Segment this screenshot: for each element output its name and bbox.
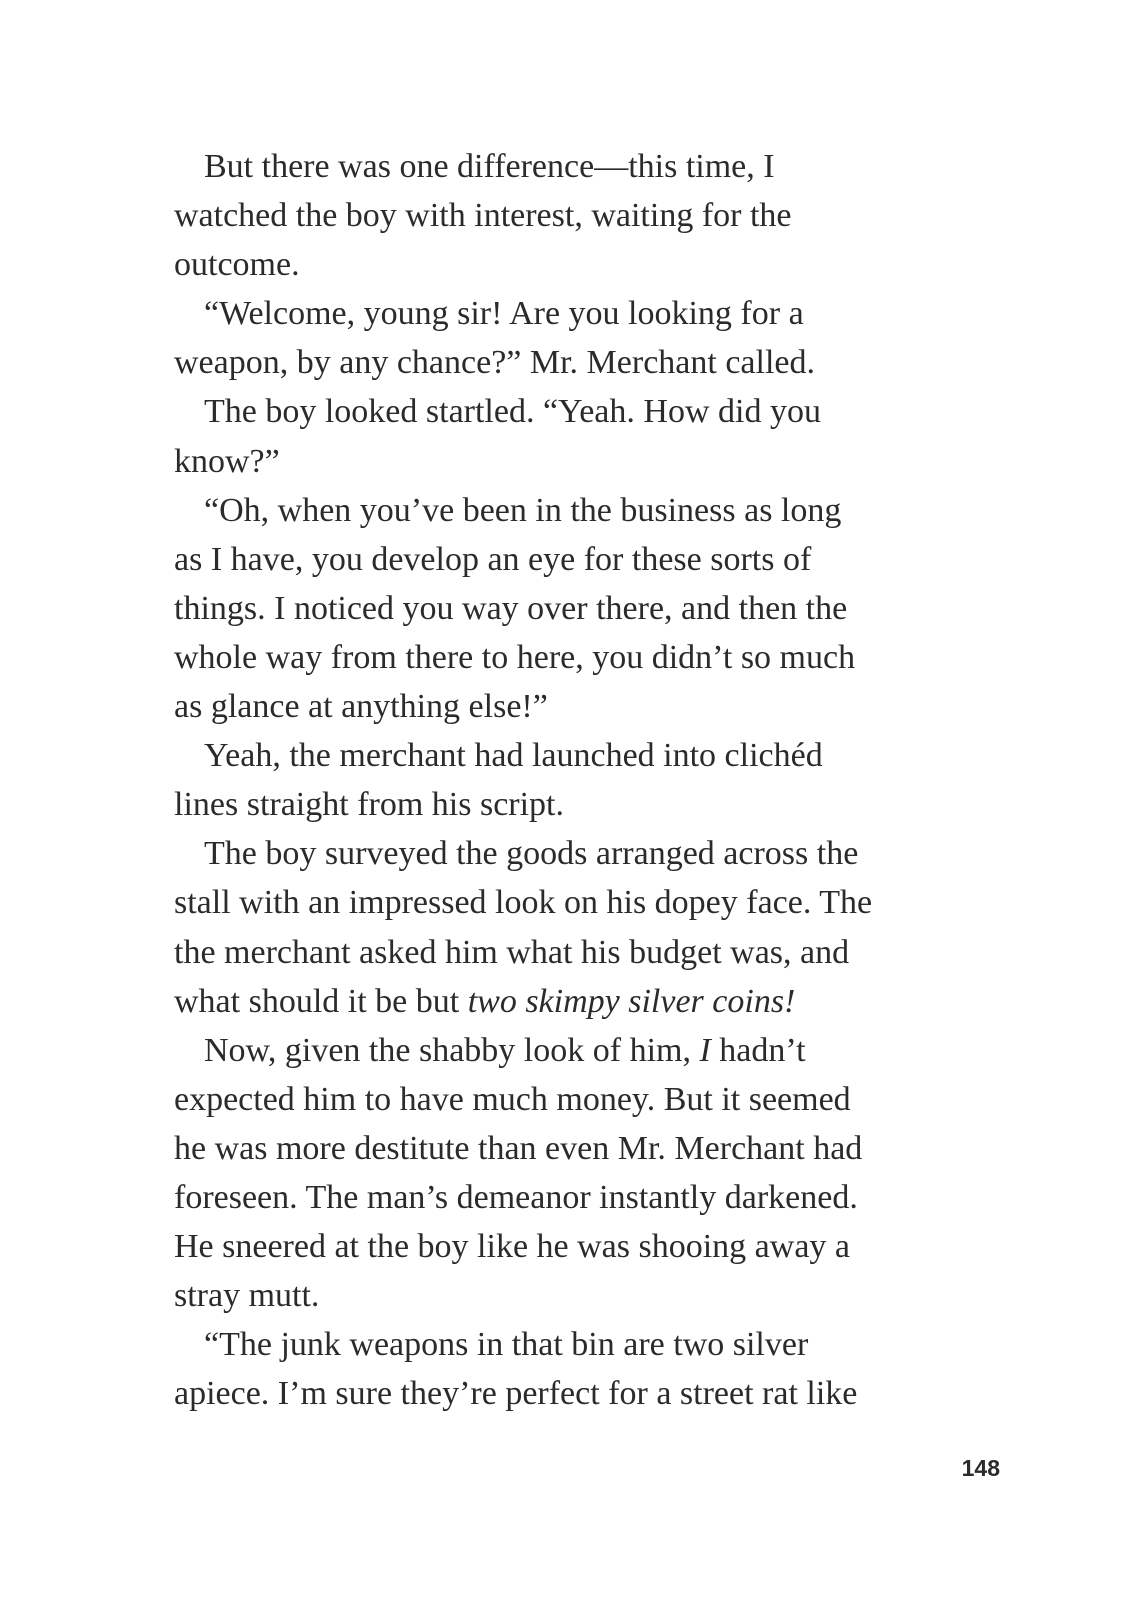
- text-line: the merchant asked him what his budget was, and: [174, 933, 850, 971]
- text-line: stall with an impressed look on his dopey face. The: [174, 884, 873, 922]
- text-segment: hadn’t: [710, 1031, 806, 1069]
- page-number: 148: [961, 1455, 1000, 1481]
- text-line: stray mutt.: [174, 1277, 320, 1315]
- text-line: [174, 1026, 974, 1075]
- italic-text: I: [699, 1031, 711, 1069]
- body-text: [174, 142, 974, 1418]
- text-line: outcome.: [174, 246, 300, 284]
- text-line: things. I noticed you way over there, and then the: [174, 589, 848, 627]
- text-line: But there was one difference—this time, I: [204, 148, 775, 185]
- text-line: “Welcome, young sir! Are you looking for a: [204, 295, 804, 333]
- text-line: as I have, you develop an eye for these sorts of: [174, 540, 812, 578]
- text-line: Yeah, the merchant had launched into clichéd: [204, 737, 823, 775]
- text-line: lines straight from his script.: [174, 786, 565, 824]
- text-line: know?”: [174, 442, 280, 480]
- text-line: apiece. I’m sure they’re perfect for a street rat like: [174, 1375, 858, 1413]
- text-line: The boy looked startled. “Yeah. How did you: [204, 393, 821, 431]
- text-line: weapon, by any chance?” Mr. Merchant called.: [174, 344, 815, 382]
- text-line: whole way from there to here, you didn’t so much: [174, 638, 856, 676]
- text-line: as glance at anything else!”: [174, 688, 548, 726]
- text-line: “Oh, when you’ve been in the business as long: [204, 491, 842, 529]
- text-line: watched the boy with interest, waiting for the: [174, 197, 792, 235]
- text-segment: Now, given the shabby look of him,: [204, 1031, 700, 1069]
- text-line: “The junk weapons in that bin are two silver: [204, 1326, 809, 1364]
- text-line: he was more destitute than even Mr. Merchant had: [174, 1129, 863, 1167]
- text-segment: what should it be but: [174, 982, 468, 1020]
- text-line: The boy surveyed the goods arranged across the: [204, 835, 859, 873]
- italic-text: two skimpy silver coins!: [467, 982, 796, 1020]
- text-line: [174, 977, 974, 1026]
- text-line: foreseen. The man’s demeanor instantly darkened.: [174, 1178, 858, 1216]
- text-line: expected him to have much money. But it seemed: [174, 1080, 851, 1118]
- text-line: He sneered at the boy like he was shooing away a: [174, 1228, 850, 1266]
